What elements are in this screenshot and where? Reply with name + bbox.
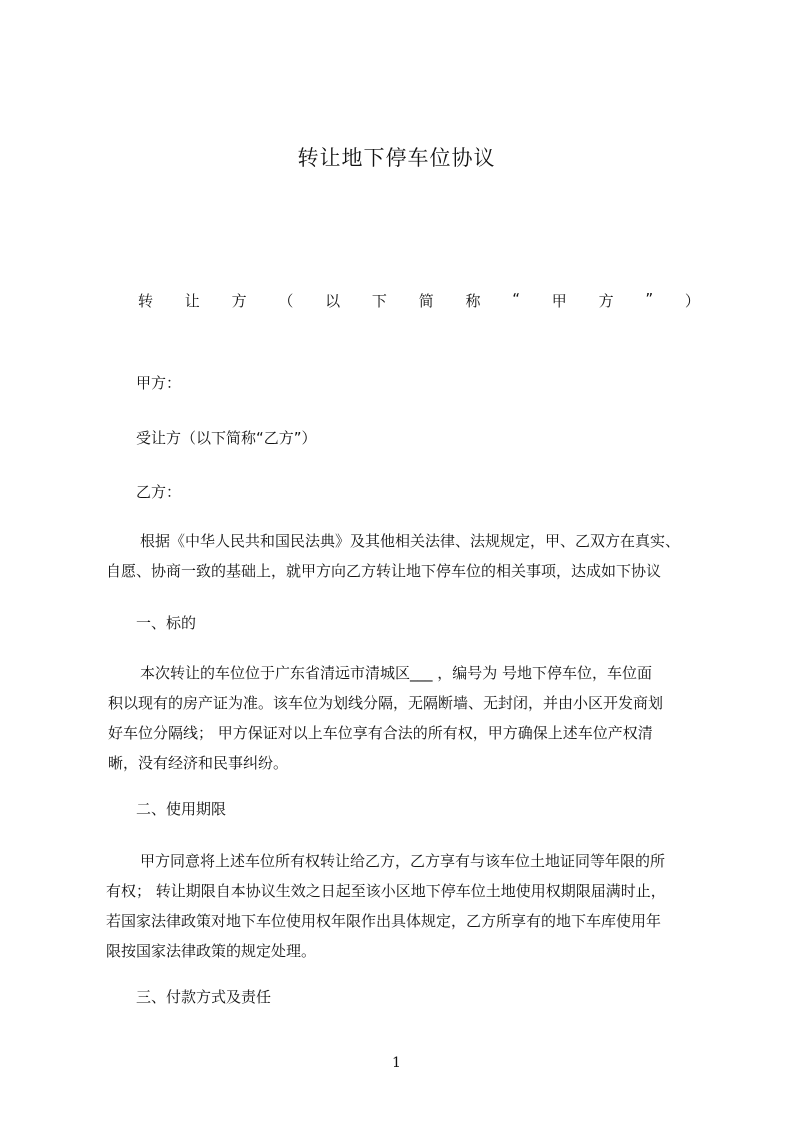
heading-char: 下	[371, 292, 387, 310]
paragraph-line: 好车位分隔线； 甲方保证对以上车位享有合法的所有权，甲方确保上述车位产权清	[108, 724, 653, 742]
paragraph-line: 根据《中华人民共和国民法典》及其他相关法律、法规规定，甲、乙双方在真实、	[140, 532, 681, 550]
heading-char: “	[512, 290, 521, 308]
paragraph-line: 晰，没有经济和民事纠纷。	[108, 754, 289, 772]
transferee-heading: 受让方（以下简称“乙方”）	[136, 429, 317, 447]
heading-char: ”	[645, 290, 654, 308]
intro-paragraph	[106, 526, 680, 586]
paragraph-line: 若国家法律政策对地下车位使用权年限作出具体规定，乙方所享有的地下车库使用年	[106, 912, 662, 930]
heading-char: 甲	[551, 292, 567, 310]
heading-char: 简	[418, 292, 434, 310]
heading-char: 转	[138, 292, 154, 310]
page-title: 转让地下停车位协议	[297, 146, 496, 170]
heading-char: 方	[598, 292, 614, 310]
section-2-heading: 二、使用期限	[136, 800, 227, 818]
party-b-label: 乙方：	[136, 483, 182, 501]
heading-char: （	[278, 292, 294, 310]
paragraph-line: 积以现有的房产证为准。该车位为划线分隔，无隔断墙、无封闭，并由小区开发商划	[108, 694, 664, 712]
transferor-heading	[138, 290, 700, 311]
section-1-paragraph	[108, 658, 663, 778]
paragraph-line: 有权； 转让期限自本协议生效之日起至该小区地下停车位土地使用权期限届满时止，	[106, 882, 666, 900]
paragraph-line: 甲方同意将上述车位所有权转让给乙方，乙方享有与该车位土地证同等年限的所	[140, 852, 666, 870]
heading-char: ）	[684, 292, 700, 310]
party-a-label: 甲方：	[136, 374, 182, 392]
section-2-paragraph	[106, 846, 666, 966]
page-number: 1	[392, 1055, 401, 1071]
heading-char: 方	[231, 292, 247, 310]
section-1-heading: 一、标的	[136, 614, 197, 632]
heading-char: 以	[325, 292, 341, 310]
paragraph-line: 限按国家法律政策的规定处理。	[106, 942, 317, 960]
paragraph-line: 本次转让的车位位于广东省清远市清城区___ ，编号为 号地下停车位，车位面	[140, 664, 653, 682]
paragraph-line: 自愿、协商一致的基础上，就甲方向乙方转让地下停车位的相关事项，达成如下协议	[106, 562, 662, 580]
heading-char: 让	[184, 292, 200, 310]
heading-char: 称	[465, 292, 481, 310]
section-3-heading: 三、付款方式及责任	[136, 988, 272, 1006]
